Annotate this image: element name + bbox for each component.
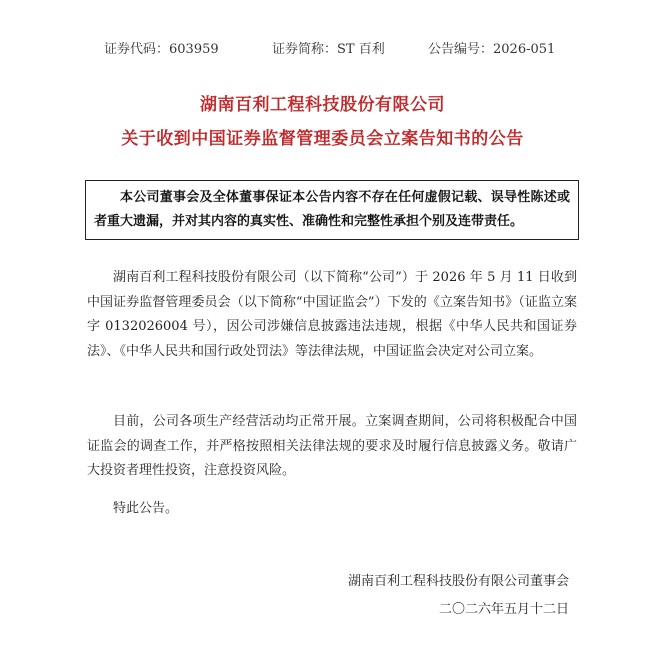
stock-code: 证券代码：603959 <box>104 42 219 57</box>
announcement-header <box>0 38 645 58</box>
announcement-number: 公告编号：2026-051 <box>428 42 556 57</box>
body-paragraph-filing: 湖南百利工程科技股份有限公司（以下简称“公司”）于 2026 年 5 月 11 日收到中国证券监督管理委员会（以下简称“中国证监会”）下发的《立案告知书》（证监立案字 0132026004 号），因公司涉嫌信息披露违法违规，根据《中华人民共和国证券法》、《中华人民共和国行政处罚法》等法律法规，中国证监会决定对公司立案。 <box>87 270 577 359</box>
announcement-subject: 关于收到中国证券监督管理委员会立案告知书的公告 <box>121 129 524 149</box>
issue-date: 二〇二六年五月十二日 <box>438 602 569 617</box>
company-title: 湖南百利工程科技股份有限公司 <box>200 95 445 115</box>
body-paragraph-operations: 目前，公司各项生产经营活动均正常开展。立案调查期间，公司将积极配合中国证监会的调查工作，并严格按照相关法律法规的要求及时履行信息披露义务。敬请广大投资者理性投资，注意投资风险。 <box>87 414 577 478</box>
issuer-signature: 湖南百利工程科技股份有限公司董事会 <box>347 574 569 589</box>
board-guarantee-box <box>85 180 579 240</box>
body-paragraph-closing: 特此公告。 <box>113 501 179 516</box>
stock-abbreviation: 证券简称：ST 百利 <box>272 42 385 57</box>
board-guarantee-text: 本公司董事会及全体董事保证本公告内容不存在任何虚假记载、误导性陈述或者重大遗漏，并对其内容的真实性、准确性和完整性承担个别及连带责任。 <box>94 190 570 229</box>
